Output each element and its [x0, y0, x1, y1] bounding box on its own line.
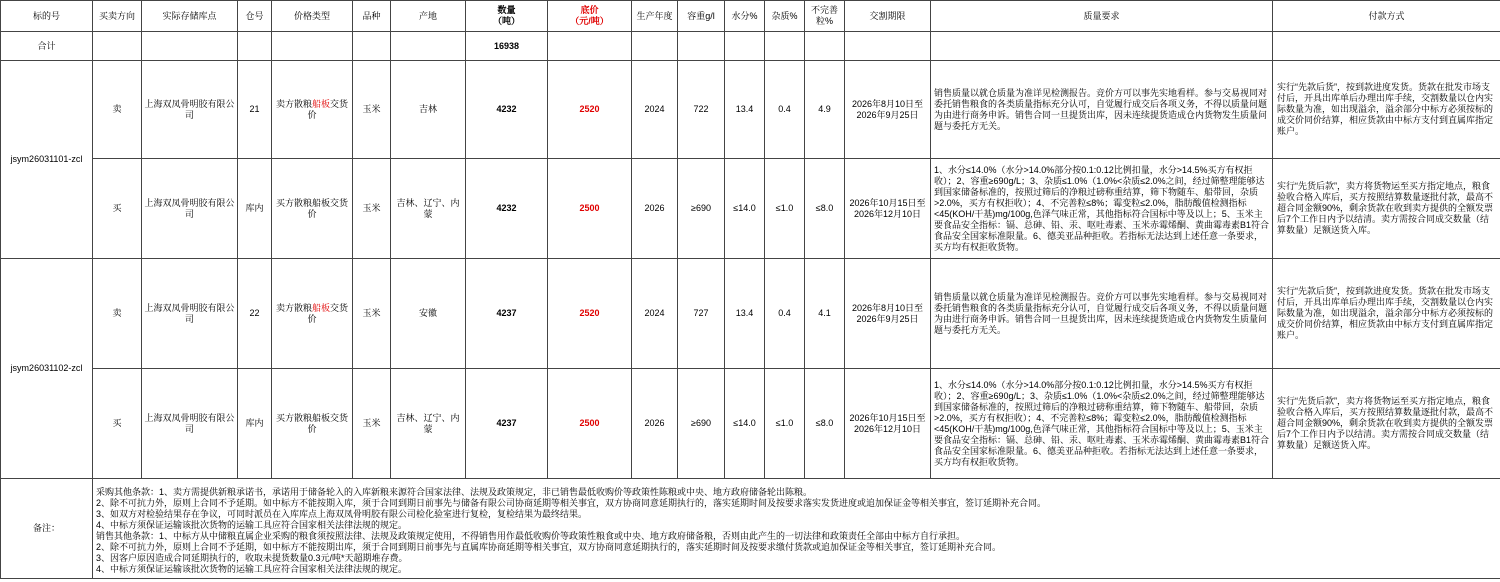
lot-id: jsym26031101-zcl: [1, 61, 93, 259]
header-price-line2: （元/吨）: [570, 16, 609, 26]
imperfect-cell: ≤8.0: [805, 159, 845, 259]
warehouse-cell: 上海双凤骨明胶有限公司: [142, 159, 238, 259]
price-type-cell: [272, 259, 353, 369]
price-type-highlight: 船板: [311, 98, 330, 109]
header-qty-line1: 数量: [497, 5, 516, 15]
direction-cell: 买: [93, 369, 142, 479]
header-variety: 品种: [353, 1, 391, 32]
note-line: 3、因客户原因造成合同延期执行的，收取未提货数量0.3元/吨*天超期堆存费。: [96, 553, 408, 563]
origin-cell: 吉林、辽宁、内蒙: [391, 369, 466, 479]
header-imperfect-line2: 粒%: [815, 16, 833, 26]
header-origin: 产地: [391, 1, 466, 32]
header-price-line1: 底价: [580, 5, 599, 15]
header-delivery: 交割期限: [845, 1, 931, 32]
quality-cell: 销售质量以就仓质量为准详见检测报告。竞价方可以事先实地看样。参与交易视同对委托销售粮食的各类质量指标充分认可，自觉履行成交后各项义务，不得以质量问题为由进行商务申诉。销售合同一旦提货出库，因未连续提货造成仓内货物发生质量问题与委托方无关。: [931, 61, 1273, 159]
imperfect-cell: ≤8.0: [805, 369, 845, 479]
note-line: 2、除不可抗力外，原则上合同不予延期，如中标方不能按期出库，须于合同到期日前事先与直属库协商延期等相关事宜，双方协商同意延期执行的，落实延期时间及按要求缴付货款或追加保证金等相关事宜，签订延期补充合同。: [96, 542, 1002, 552]
header-qty-line2: （吨）: [492, 16, 520, 26]
total-qty: 16938: [466, 32, 548, 61]
header-year: 生产年度: [632, 1, 678, 32]
warehouse-cell: 上海双凤骨明胶有限公司: [142, 61, 238, 159]
bin-cell: 库内: [238, 369, 272, 479]
price-type-post: 交货价: [307, 98, 349, 120]
impurity-cell: ≤1.0: [765, 369, 805, 479]
header-density: 容重g/l: [678, 1, 725, 32]
year-cell: 2026: [632, 159, 678, 259]
note-line: 3、如双方对检验结果存在争议，可同时派员在入库库点上海双凤骨明胶有限公司检化验室进行复检，复检结果为最终结果。: [96, 509, 588, 519]
moisture-cell: ≤14.0: [725, 369, 765, 479]
warehouse-cell: 上海双凤骨明胶有限公司: [142, 259, 238, 369]
impurity-cell: ≤1.0: [765, 159, 805, 259]
header-imperfect: [805, 1, 845, 32]
header-payment: 付款方式: [1273, 1, 1500, 32]
payment-cell: 实行“先货后款”，卖方将货物运至买方指定地点，粮食验收合格入库后，买方按照结算数量逐批付款，最高不超合同金额90%，剩余货款在收到卖方提供的全额发票后7个工作日内予以结清。卖方需按合同成交数量（结算数量）足额送货入库。: [1273, 159, 1500, 259]
year-cell: 2024: [632, 259, 678, 369]
header-qty: [466, 1, 548, 32]
direction-cell: 卖: [93, 259, 142, 369]
year-cell: 2024: [632, 61, 678, 159]
impurity-cell: 0.4: [765, 259, 805, 369]
header-price: [548, 1, 632, 32]
header-price-type: 价格类型: [272, 1, 353, 32]
warehouse-cell: 上海双凤骨明胶有限公司: [142, 369, 238, 479]
table-row: [1, 159, 1500, 259]
header-moisture: 水分%: [725, 1, 765, 32]
header-direction: 买卖方向: [93, 1, 142, 32]
payment-cell: 实行“先货后款”，卖方将货物运至买方指定地点，粮食验收合格入库后，买方按照结算数量逐批付款，最高不超合同金额90%，剩余货款在收到卖方提供的全额发票后7个工作日内予以结清。卖方需按合同成交数量（结算数量）足额送货入库。: [1273, 369, 1500, 479]
note-line: 4、中标方须保证运输该批次货物的运输工具应符合国家相关法律法规的规定。: [96, 520, 408, 530]
note-line: 2、除不可抗力外，原则上合同不予延期。如中标方不能按期入库，须于合同到期日前事先与储备有限公司协商延期等相关事宜，双方协商同意延期执行的，落实延期时间及按要求落实发货进度或追加保证金等相关事宜，签订延期补充合同。: [96, 498, 1047, 508]
density-cell: ≥690: [678, 159, 725, 259]
quality-cell: 1、水分≤14.0%（水分>14.0%部分按0.1:0.12比例扣量，水分>14.5%买方有权拒收）；2、容重≥690g/L；3、杂质≤1.0%（1.0%<杂质≤2.0%之间，经过筛整理能够达到国家储备标准的，按照过筛后的净粮过磅称重结算，筛下物随车、船带回，杂质>2.0%，买方有权拒收）；4、不完善粒≤8%；霉变粒≤2.0%，脂肪酸值检测指标<45(KOH/干基)mg/100g,色泽气味正常，其他指标符合国标中等及以上；5、玉米主要食品安全指标：镉、总砷、铅、汞、呕吐毒素、玉米赤霉烯酮、黄曲霉毒素B1符合食品安全国家标准限量。6、德美亚品种拒收。若指标无法达到上述任意一条要求，买方均有权拒收货物。: [931, 159, 1273, 259]
delivery-cell: 2026年10月15日至2026年12月10日: [845, 159, 931, 259]
quality-cell: 销售质量以就仓质量为准详见检测报告。竞价方可以事先实地看样。参与交易视同对委托销售粮食的各类质量指标充分认可，自觉履行成交后各项义务，不得以质量问题为由进行商务申诉。销售合同一旦提货出库，因未连续提货造成仓内货物发生质量问题与委托方无关。: [931, 259, 1273, 369]
note-line: 销售其他条款：1、中标方从中储粮直属企业采购的粮食须按照法律、法规及政策规定使用，不得销售用作最低收购价等政策性粮食或中央、地方政府储备粮，否则由此产生的一切法律和政策责任全部由中标方自行承担。: [96, 531, 966, 541]
notes-row: [1, 479, 1500, 579]
origin-cell: 吉林: [391, 61, 466, 159]
note-line: 4、中标方须保证运输该批次货物的运输工具应符合国家相关法律法规的规定。: [96, 564, 408, 574]
year-cell: 2026: [632, 369, 678, 479]
notes-label: 备注：: [1, 479, 93, 579]
header-imperfect-line1: 不完善: [810, 5, 838, 15]
density-cell: ≥690: [678, 369, 725, 479]
delivery-cell: 2026年10月15日至2026年12月10日: [845, 369, 931, 479]
table-row: [1, 369, 1500, 479]
table-row: [1, 259, 1500, 369]
header-row: [1, 1, 1500, 32]
price-cell: 2520: [548, 259, 632, 369]
qty-cell: 4232: [466, 61, 548, 159]
header-warehouse: 实际存储库点: [142, 1, 238, 32]
imperfect-cell: 4.9: [805, 61, 845, 159]
payment-cell: 实行“先款后货”，按到款进度发货。货款在批发市场支付后，开具出库单后办理出库手续，交割数量以仓内实际数量为准，如出现溢余，溢余部分中标方必须按标的成交价同价结算，相应货款由中标方支付到直属库指定账户。: [1273, 61, 1500, 159]
lot-id: jsym26031102-zcl: [1, 259, 93, 479]
variety-cell: 玉米: [353, 259, 391, 369]
variety-cell: 玉米: [353, 61, 391, 159]
impurity-cell: 0.4: [765, 61, 805, 159]
price-type-highlight: 船板: [311, 302, 330, 313]
bin-cell: 22: [238, 259, 272, 369]
total-label: 合计: [1, 32, 93, 61]
price-type-pre: 卖方散粮: [275, 98, 312, 109]
variety-cell: 玉米: [353, 159, 391, 259]
direction-cell: 买: [93, 159, 142, 259]
header-quality: 质量要求: [931, 1, 1273, 32]
variety-cell: 玉米: [353, 369, 391, 479]
price-type-post: 交货价: [307, 302, 349, 324]
origin-cell: 吉林、辽宁、内蒙: [391, 159, 466, 259]
origin-cell: 安徽: [391, 259, 466, 369]
payment-cell: 实行“先款后货”，按到款进度发货。货款在批发市场支付后，开具出库单后办理出库手续，交割数量以仓内实际数量为准，如出现溢余，溢余部分中标方必须按标的成交价同价结算，相应货款由中标方支付到直属库指定账户。: [1273, 259, 1500, 369]
qty-cell: 4232: [466, 159, 548, 259]
quality-cell: 1、水分≤14.0%（水分>14.0%部分按0.1:0.12比例扣量，水分>14.5%买方有权拒收）；2、容重≥690g/L；3、杂质≤1.0%（1.0%<杂质≤2.0%之间，经过筛整理能够达到国家储备标准的，按照过筛后的净粮过磅称重结算，筛下物随车、船带回，杂质>2.0%，买方有权拒收）；4、不完善粒≤8%；霉变粒≤2.0%，脂肪酸值检测指标<45(KOH/干基)mg/100g,色泽气味正常，其他指标符合国标中等及以上；5、玉米主要食品安全指标：镉、总砷、铅、汞、呕吐毒素、玉米赤霉烯酮、黄曲霉毒素B1符合食品安全国家标准限量。6、德美亚品种拒收。若指标无法达到上述任意一条要求，买方均有权拒收货物。: [931, 369, 1273, 479]
imperfect-cell: 4.1: [805, 259, 845, 369]
qty-cell: 4237: [466, 259, 548, 369]
header-impurity: 杂质%: [765, 1, 805, 32]
price-type-pre: 卖方散粮: [275, 302, 312, 313]
price-type-cell: [272, 61, 353, 159]
price-type-cell: 买方散粮船板交货价: [272, 159, 353, 259]
delivery-cell: 2026年8月10日至2026年9月25日: [845, 259, 931, 369]
price-cell: 2520: [548, 61, 632, 159]
density-cell: 722: [678, 61, 725, 159]
total-row: [1, 32, 1500, 61]
price-cell: 2500: [548, 369, 632, 479]
header-lot: 标的号: [1, 1, 93, 32]
price-type-cell: 买方散粮船板交货价: [272, 369, 353, 479]
header-bin: 仓号: [238, 1, 272, 32]
delivery-cell: 2026年8月10日至2026年9月25日: [845, 61, 931, 159]
price-cell: 2500: [548, 159, 632, 259]
table-row: [1, 61, 1500, 159]
moisture-cell: 13.4: [725, 259, 765, 369]
density-cell: 727: [678, 259, 725, 369]
direction-cell: 卖: [93, 61, 142, 159]
note-line: 采购其他条款：1、卖方需提供新粮承诺书，承诺用于储备轮入的入库新粮来源符合国家法律、法规及政策规定，非已销售最低收购价等政策性陈粮或中央、地方政府储备轮出陈粮。: [96, 487, 813, 497]
qty-cell: 4237: [466, 369, 548, 479]
bin-cell: 库内: [238, 159, 272, 259]
moisture-cell: ≤14.0: [725, 159, 765, 259]
bin-cell: 21: [238, 61, 272, 159]
moisture-cell: 13.4: [725, 61, 765, 159]
notes-content: [93, 479, 1500, 579]
